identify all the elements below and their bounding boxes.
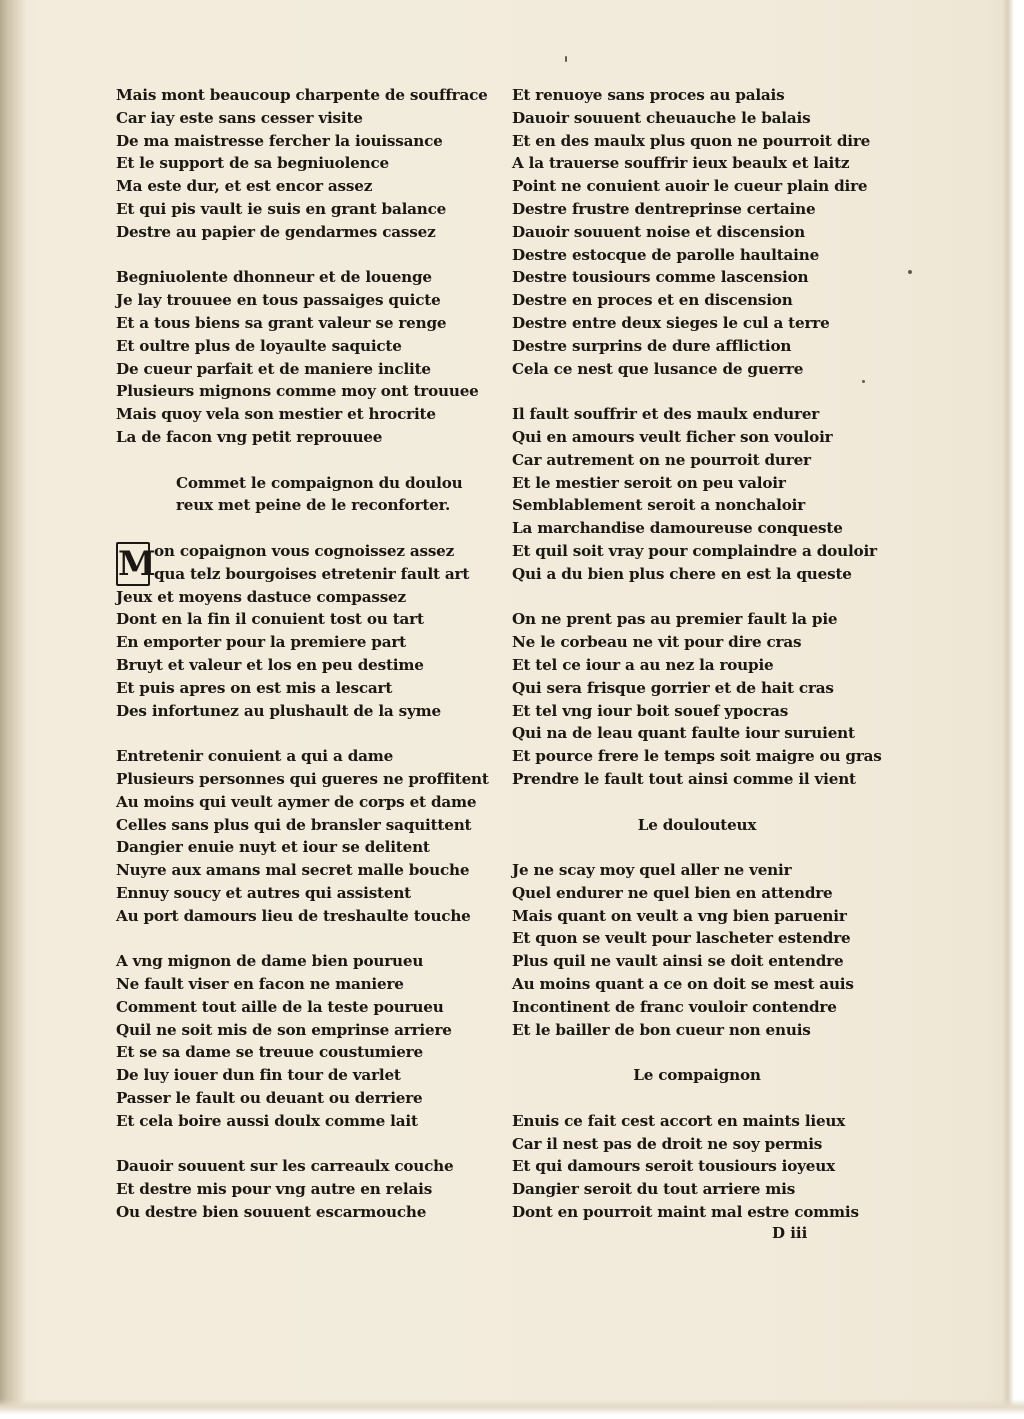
verse-line: Semblablement seroit a nonchaloir (512, 496, 806, 515)
left-column (116, 84, 502, 1224)
verse-line: Car autrement on ne pourroit durer (512, 450, 811, 469)
verse-line: Point ne conuient auoir le cueur plain dire (512, 177, 868, 196)
verse-line: Plusieurs mignons comme moy ont trouuee (116, 382, 479, 401)
page-edge-bottom (0, 1399, 1024, 1419)
verse-line: Entretenir conuient a qui a dame (116, 747, 394, 766)
verse-line: Jeux et moyens dastuce compassez (116, 587, 406, 606)
verse-line: En emporter pour la premiere part (116, 633, 406, 652)
verse-line: Mais quant on veult a vng bien paruenir (512, 906, 847, 925)
stanza-break (116, 1133, 502, 1156)
verse-line: Et le support de sa begniuolence (116, 154, 389, 173)
verse-line: De luy iouer dun fin tour de varlet (116, 1066, 401, 1085)
stanza-break (116, 517, 502, 540)
ink-speck (908, 270, 912, 274)
stanza-break (512, 1087, 882, 1110)
stanza-break (116, 449, 502, 472)
verse-line: Comment tout aille de la teste pourueu (116, 997, 444, 1016)
stanza-break (512, 836, 882, 859)
verse-line: Dauoir souuent cheuauche le balais (512, 108, 811, 127)
verse-line: Nuyre aux amans mal secret malle bouche (116, 861, 470, 880)
verse-line: Et pource frere le temps soit maigre ou gras (512, 747, 882, 766)
verse-line: Quil ne soit mis de son emprinse arriere (116, 1020, 452, 1039)
verse-line: De cueur parfait et de maniere inclite (116, 359, 431, 378)
stanza-break (512, 1041, 882, 1064)
verse-line: Dauoir souuent noise et discension (512, 222, 806, 241)
verse-line: Cela ce nest que lusance de guerre (512, 359, 804, 378)
verse-line: Au port damours lieu de treshaulte touche (116, 906, 471, 925)
verse-line: Et a tous biens sa grant valeur se renge (116, 313, 447, 332)
verse-line: qua telz bourgoises etretenir fault art (154, 564, 470, 583)
verse-line: Incontinent de franc vouloir contendre (512, 997, 837, 1016)
verse-line: Et le bailler de bon cueur non enuis (512, 1020, 811, 1039)
verse-line: A la trauerse souffrir ieux beaulx et laitz (512, 154, 850, 173)
ink-speck (862, 380, 865, 383)
verse-line: Qui sera frisque gorrier et de hait cras (512, 678, 834, 697)
verse-line: Et le mestier seroit on peu valoir (512, 473, 786, 492)
right-column (512, 84, 882, 1224)
verse-line: Car il nest pas de droit ne soy permis (512, 1134, 823, 1153)
verse-line: Dont en la fin il conuient tost ou tart (116, 610, 424, 629)
page-edge-right (1002, 0, 1024, 1419)
verse-line: Et renuoye sans proces au palais (512, 86, 785, 104)
verse-line: La de facon vng petit reprouuee (116, 427, 383, 446)
verse-line: Begniuolente dhonneur et de louenge (116, 268, 432, 287)
verse-line: Je lay trouuee en tous passaiges quicte (116, 291, 441, 310)
verse-line: De ma maistresse fercher la iouissance (116, 131, 443, 150)
verse-line: Et tel ce iour a au nez la roupie (512, 655, 774, 674)
verse-line: Destre en proces et en discension (512, 291, 793, 310)
stanza-break (512, 586, 882, 609)
verse-line: Et se sa dame se treuue coustumiere (116, 1043, 423, 1062)
verse-line: Et puis apres on est mis a lescart (116, 678, 393, 697)
verse-line: Plus quil ne vault ainsi se doit entendre (512, 952, 844, 971)
verse-line: Bruyt et valeur et los en peu destime (116, 655, 424, 674)
verse-line: Et qui damours seroit tousiours ioyeux (512, 1157, 835, 1176)
section-heading: Le doulouteux (637, 815, 757, 834)
verse-line: Dauoir souuent sur les carreaulx couche (116, 1157, 454, 1176)
section-heading: reux met peine de le reconforter. (176, 496, 451, 515)
verse-line: Et oultre plus de loyaulte saquicte (116, 336, 402, 355)
stanza-break (512, 791, 882, 814)
verse-line: Prendre le fault tout ainsi comme il vient (512, 769, 856, 788)
verse-line: Plusieurs personnes qui gueres ne proffitent (116, 769, 489, 788)
verse-line: Et qui pis vault ie suis en grant balance (116, 199, 447, 218)
stanza-break (512, 380, 882, 403)
verse-line: A vng mignon de dame bien pourueu (116, 952, 424, 971)
verse-line: Destre surprins de dure affliction (512, 336, 792, 355)
verse-line: Car iay este sans cesser visite (116, 108, 363, 127)
verse-line: Destre au papier de gendarmes cassez (116, 222, 436, 241)
verse-line: Dangier seroit du tout arriere mis (512, 1180, 796, 1199)
verse-line: Dont en pourroit maint mal estre commis (512, 1203, 859, 1222)
verse-line: Et quon se veult pour lascheter estendre (512, 929, 851, 948)
verse-line: Ma este dur, et est encor assez (116, 177, 373, 196)
verse-line: Ou destre bien souuent escarmouche (116, 1203, 427, 1222)
signature-mark: D iii (772, 1224, 808, 1242)
verse-line: Il fault souffrir et des maulx endurer (512, 405, 820, 424)
verse-line: Et tel vng iour boit souef ypocras (512, 701, 789, 720)
verse-line: Qui a du bien plus chere en est la queste (512, 564, 852, 583)
verse-line: Et en des maulx plus quon ne pourroit dire (512, 131, 871, 150)
page-gutter (0, 0, 26, 1419)
verse-line: Et quil soit vray pour complaindre a douloir (512, 541, 877, 560)
verse-text: on copaignon vous cognoissez assez (154, 541, 455, 560)
verse-line: Et cela boire aussi doulx comme lait (116, 1111, 418, 1130)
verse-line: Destre entre deux sieges le cul a terre (512, 313, 830, 332)
stanza-break (116, 244, 502, 267)
verse-line: On ne prent pas au premier fault la pie (512, 610, 838, 629)
ink-speck (565, 56, 567, 62)
section-heading: Commet le compaignon du doulou (176, 473, 463, 492)
verse-line: Destre tousiours comme lascension (512, 268, 809, 287)
verse-line: Destre frustre dentreprinse certaine (512, 199, 816, 218)
verse-line: Ne le corbeau ne vit pour dire cras (512, 633, 802, 652)
verse-line: Quel endurer ne quel bien en attendre (512, 883, 833, 902)
verse-line: Au moins qui veult aymer de corps et dame (116, 792, 477, 811)
verse-line: Ennuy soucy et autres qui assistent (116, 883, 411, 902)
verse-line: Au moins quant a ce on doit se mest auis (512, 975, 854, 994)
verse-line: Celles sans plus qui de bransler saquittent (116, 815, 472, 834)
drop-capital: M (118, 543, 156, 584)
verse-line: Ne fault viser en facon ne maniere (116, 975, 404, 994)
verse-line: Mais mont beaucoup charpente de souffrace (116, 86, 488, 104)
stanza-break (116, 927, 502, 950)
verse-line: Mais quoy vela son mestier et hrocrite (116, 405, 436, 424)
verse-line: Des infortunez au plushault de la syme (116, 701, 441, 720)
section-heading: Le compaignon (633, 1066, 761, 1085)
verse-line: La marchandise damoureuse conqueste (512, 519, 843, 538)
verse-line: Enuis ce fait cest accort en maints lieux (512, 1111, 846, 1130)
verse-line: Destre estocque de parolle haultaine (512, 245, 820, 264)
verse-line: Qui en amours veult ficher son vouloir (512, 427, 833, 446)
verse-line: Je ne scay moy quel aller ne venir (512, 861, 792, 880)
verse-line: Dangier enuie nuyt et iour se delitent (116, 838, 430, 857)
verse-line: Qui na de leau quant faulte iour suruient (512, 724, 855, 743)
stanza-break (116, 722, 502, 745)
verse-line: Passer le fault ou deuant ou derriere (116, 1089, 423, 1108)
verse-line: Et destre mis pour vng autre en relais (116, 1180, 433, 1199)
